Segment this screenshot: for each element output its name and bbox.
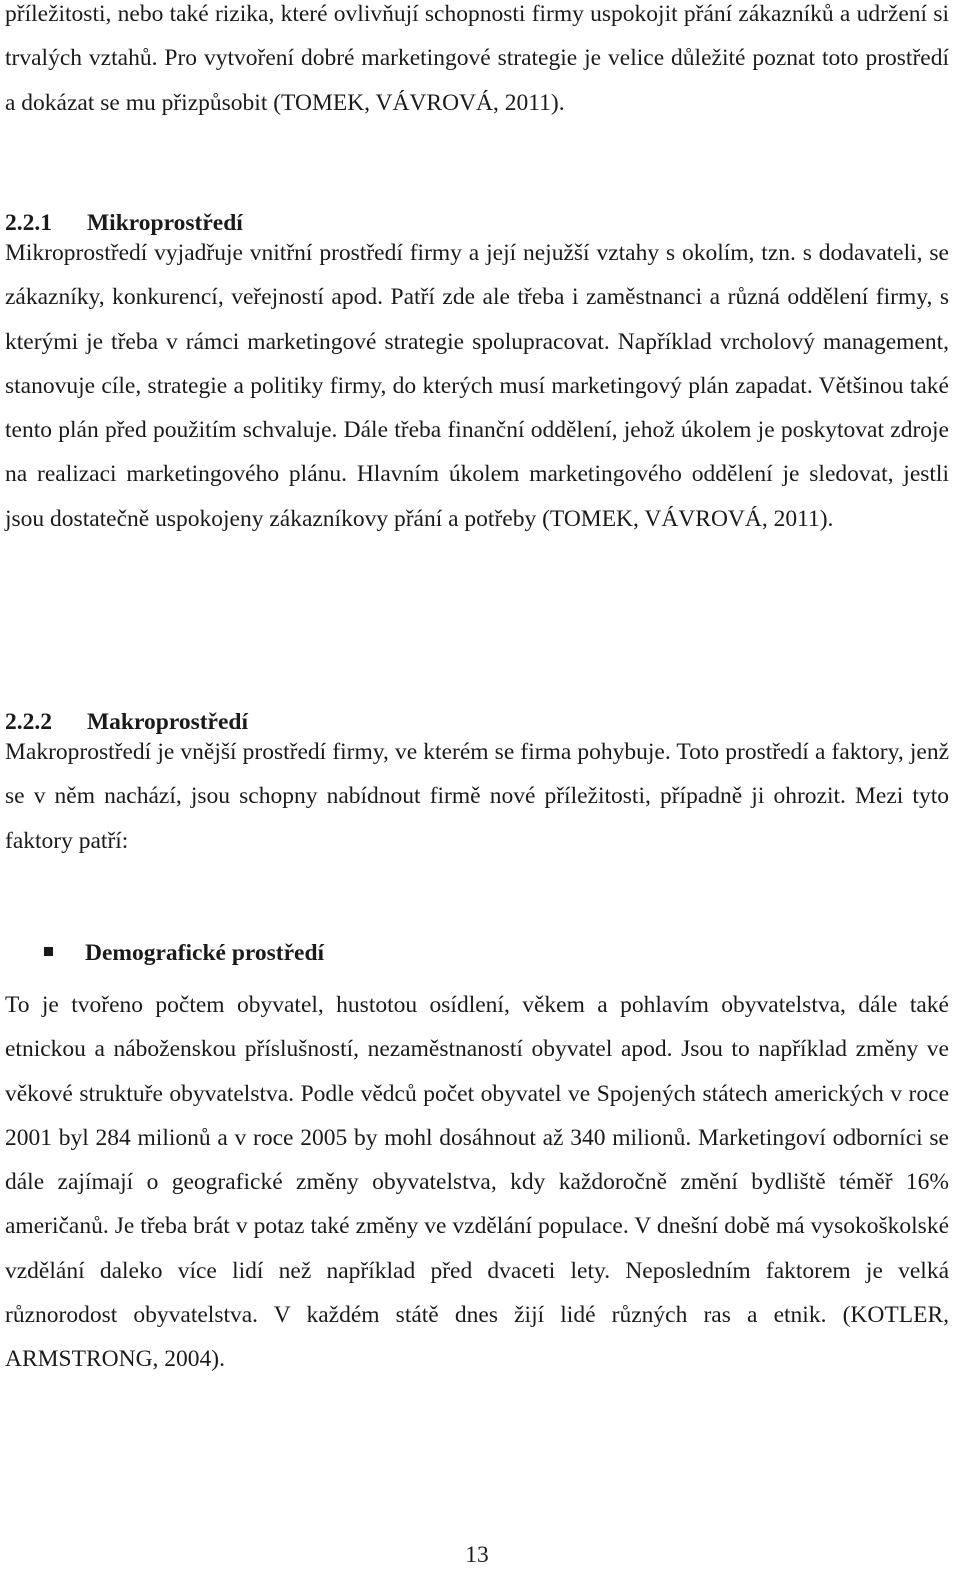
square-bullet-icon (44, 947, 53, 956)
micro-paragraph: Mikroprostředí vyjadřuje vnitřní prostředí firmy a její nejužší vztahy s okolím, tzn. s dodavateli, se zákazníky, konkurencí, veřejností apod. Patří zde ale třeba i zaměstnanci a různá oddělení firmy, s kterými je třeba v rámci marketingové strategie spolupracovat. Například vrcholový management, stanovuje cíle, strategie a politiky firmy, do kterých musí marketingový plán zapadat. Většinou také tento plán před použitím schvaluje. Dále třeba finanční oddělení, jehož úkolem je poskytovat zdroje na realizaci marketingového plánu. Hlavním úkolem marketingového oddělení je sledovat, jestli jsou dostatečně uspokojeny zákazníkovy přání a potřeby (TOMEK, VÁVROVÁ, 2011). (5, 240, 949, 532)
section-title: Mikroprostředí (87, 210, 243, 236)
page-number: 13 (465, 1542, 489, 1568)
macro-paragraph: Makroprostředí je vnější prostředí firmy, ve kterém se firma pohybuje. Toto prostředí a faktory, jenž se v něm nachází, jsou schopny nabídnout firmě nové příležitosti, případně ji ohrozit. Mezi tyto faktory patří: (5, 739, 949, 854)
bullet-title: Demografické prostředí (85, 940, 325, 966)
section-number: 2.2.1 (5, 210, 52, 236)
intro-paragraph: příležitosti, nebo také rizika, které ovlivňují schopnosti firmy uspokojit přání zákazníků a udržení si trvalých vztahů. Pro vytvoření dobré marketingové strategie je velice důležité poznat toto prostředí a dokázat se mu přizpůsobit (TOMEK, VÁVROVÁ, 2011). (5, 1, 949, 116)
bullet-heading-demographic (5, 938, 324, 968)
document-page (5, 0, 949, 1587)
section-number: 2.2.2 (5, 709, 52, 735)
section-title: Makroprostředí (87, 709, 249, 735)
demographic-paragraph: To je tvořeno počtem obyvatel, hustotou osídlení, věkem a pohlavím obyvatelstva, dále také etnickou a náboženskou příslušností, nezaměstnaností obyvatel apod. Jsou to například změny ve věkové struktuře obyvatelstva. Podle vědců počet obyvatel ve Spojených státech amerických v roce 2001 byl 284 milionů a v roce 2005 by mohl dosáhnout až 340 milionů. Marketingoví odborníci se dále zajímají o geografické změny obyvatelstva, kdy každoročně změní bydliště téměř 16% američanů. Je třeba brát v potaz také změny ve vzdělání populace. V dnešní době má vysokoškolské vzdělání daleko více lidí než například před dvaceti lety. Neposledním faktorem je velká různorodost obyvatelstva. V každém státě dnes žijí lidé různých ras a etnik. (KOTLER, ARMSTRONG, 2004). (5, 992, 949, 1373)
